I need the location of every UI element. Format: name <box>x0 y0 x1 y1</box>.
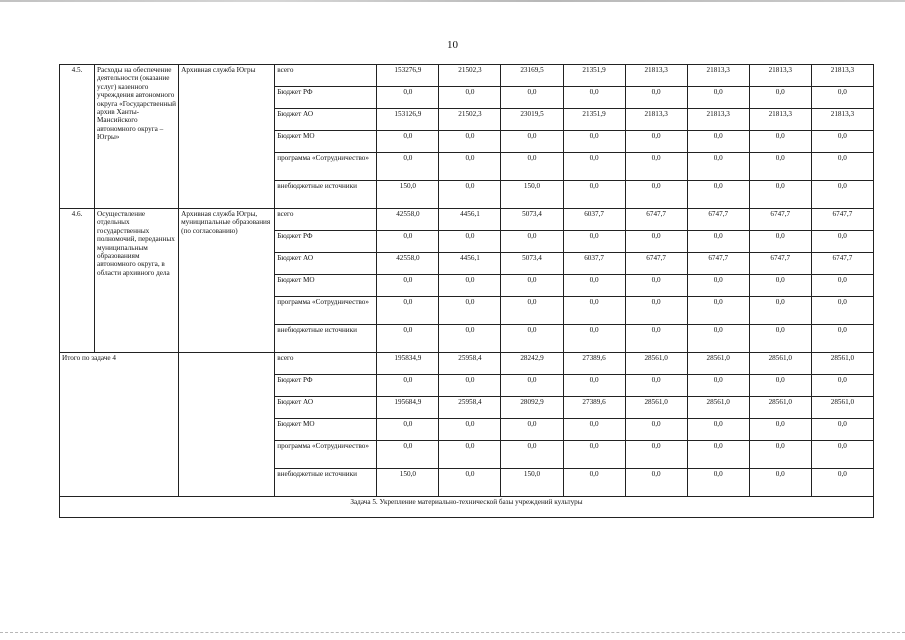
funding-source: Бюджет РФ <box>275 231 377 253</box>
value-cell: 5073,4 <box>501 209 563 231</box>
value-cell: 0,0 <box>439 419 501 441</box>
value-cell: 27389,6 <box>563 353 625 375</box>
value-cell: 0,0 <box>625 375 687 397</box>
value-cell: 0,0 <box>625 441 687 469</box>
value-cell: 0,0 <box>501 275 563 297</box>
value-cell: 0,0 <box>749 469 811 497</box>
value-cell: 0,0 <box>625 275 687 297</box>
value-cell: 0,0 <box>563 153 625 181</box>
value-cell: 0,0 <box>625 419 687 441</box>
value-cell: 0,0 <box>501 375 563 397</box>
scan-edge-bottom <box>0 632 905 634</box>
value-cell: 6747,7 <box>687 209 749 231</box>
budget-table-body <box>60 65 874 518</box>
value-cell: 0,0 <box>625 153 687 181</box>
value-cell: 0,0 <box>625 297 687 325</box>
value-cell: 6747,7 <box>625 253 687 275</box>
value-cell: 195834,9 <box>377 353 439 375</box>
value-cell: 0,0 <box>625 231 687 253</box>
value-cell: 0,0 <box>377 419 439 441</box>
value-cell: 0,0 <box>377 87 439 109</box>
value-cell: 0,0 <box>563 441 625 469</box>
value-cell: 0,0 <box>377 325 439 353</box>
value-cell: 0,0 <box>687 153 749 181</box>
value-cell: 0,0 <box>687 181 749 209</box>
next-task-heading: Задача 5. Укрепление материально-технической базы учреждений культуры <box>60 497 874 518</box>
table-row <box>60 209 874 231</box>
table-row <box>60 497 874 518</box>
value-cell: 28561,0 <box>811 397 873 419</box>
value-cell: 0,0 <box>439 181 501 209</box>
value-cell: 28561,0 <box>749 397 811 419</box>
value-cell: 150,0 <box>377 181 439 209</box>
value-cell: 0,0 <box>811 469 873 497</box>
value-cell: 0,0 <box>687 325 749 353</box>
value-cell: 28561,0 <box>749 353 811 375</box>
value-cell: 0,0 <box>625 469 687 497</box>
value-cell: 21813,3 <box>811 109 873 131</box>
value-cell: 21813,3 <box>625 65 687 87</box>
funding-source: всего <box>275 65 377 87</box>
value-cell: 28561,0 <box>687 353 749 375</box>
value-cell: 0,0 <box>811 441 873 469</box>
value-cell: 21502,3 <box>439 109 501 131</box>
value-cell: 0,0 <box>749 181 811 209</box>
value-cell: 0,0 <box>749 153 811 181</box>
table-row <box>60 65 874 87</box>
table-row <box>60 353 874 375</box>
value-cell: 21813,3 <box>687 109 749 131</box>
task-description: Расходы на обеспечение деятельности (оказание услуг) казенного учреждения автономного округа «Государственный архив Ханты-Мансийского автономного округа – Югры» <box>95 65 179 209</box>
value-cell: 0,0 <box>377 231 439 253</box>
value-cell: 0,0 <box>501 131 563 153</box>
value-cell: 0,0 <box>439 231 501 253</box>
value-cell: 150,0 <box>501 469 563 497</box>
value-cell: 0,0 <box>811 375 873 397</box>
value-cell: 0,0 <box>625 325 687 353</box>
value-cell: 153276,9 <box>377 65 439 87</box>
value-cell: 25958,4 <box>439 397 501 419</box>
value-cell: 28561,0 <box>625 353 687 375</box>
task-code: 4.6. <box>60 209 95 353</box>
value-cell: 0,0 <box>749 131 811 153</box>
value-cell: 21813,3 <box>811 65 873 87</box>
value-cell: 21813,3 <box>687 65 749 87</box>
funding-source: Бюджет РФ <box>275 375 377 397</box>
value-cell: 28561,0 <box>811 353 873 375</box>
value-cell: 0,0 <box>563 325 625 353</box>
value-cell: 42558,0 <box>377 209 439 231</box>
funding-source: Бюджет РФ <box>275 87 377 109</box>
value-cell: 6747,7 <box>811 253 873 275</box>
value-cell: 28242,9 <box>501 353 563 375</box>
funding-source: Бюджет МО <box>275 419 377 441</box>
value-cell: 28561,0 <box>625 397 687 419</box>
value-cell: 0,0 <box>811 419 873 441</box>
funding-source: Бюджет АО <box>275 253 377 275</box>
value-cell: 150,0 <box>501 181 563 209</box>
value-cell: 21813,3 <box>749 65 811 87</box>
scan-edge-top <box>0 0 905 2</box>
value-cell: 0,0 <box>501 325 563 353</box>
value-cell: 21351,9 <box>563 109 625 131</box>
value-cell: 0,0 <box>439 131 501 153</box>
value-cell: 0,0 <box>377 275 439 297</box>
value-cell: 0,0 <box>749 275 811 297</box>
task-executor: Архивная служба Югры <box>179 65 275 209</box>
value-cell: 0,0 <box>687 297 749 325</box>
value-cell: 195684,9 <box>377 397 439 419</box>
value-cell: 5073,4 <box>501 253 563 275</box>
value-cell: 0,0 <box>439 153 501 181</box>
value-cell: 0,0 <box>377 153 439 181</box>
funding-source: Бюджет МО <box>275 131 377 153</box>
value-cell: 0,0 <box>563 231 625 253</box>
task-executor: Архивная служба Югры, муниципальные образования (по согласованию) <box>179 209 275 353</box>
value-cell: 0,0 <box>625 87 687 109</box>
value-cell: 0,0 <box>687 375 749 397</box>
value-cell: 0,0 <box>749 441 811 469</box>
value-cell: 0,0 <box>439 441 501 469</box>
value-cell: 0,0 <box>811 275 873 297</box>
value-cell: 6747,7 <box>749 253 811 275</box>
value-cell: 0,0 <box>439 469 501 497</box>
value-cell: 0,0 <box>563 275 625 297</box>
value-cell: 0,0 <box>501 419 563 441</box>
value-cell: 0,0 <box>439 325 501 353</box>
value-cell: 0,0 <box>439 297 501 325</box>
value-cell: 28092,9 <box>501 397 563 419</box>
value-cell: 6037,7 <box>563 209 625 231</box>
value-cell: 0,0 <box>377 441 439 469</box>
value-cell: 21351,9 <box>563 65 625 87</box>
value-cell: 4456,1 <box>439 209 501 231</box>
value-cell: 23019,5 <box>501 109 563 131</box>
value-cell: 0,0 <box>377 375 439 397</box>
value-cell: 0,0 <box>687 131 749 153</box>
value-cell: 0,0 <box>687 231 749 253</box>
total-label: Итого по задаче 4 <box>60 353 179 497</box>
value-cell: 0,0 <box>563 469 625 497</box>
value-cell: 0,0 <box>749 325 811 353</box>
value-cell: 0,0 <box>439 275 501 297</box>
value-cell: 0,0 <box>563 181 625 209</box>
value-cell: 21813,3 <box>749 109 811 131</box>
value-cell: 6037,7 <box>563 253 625 275</box>
value-cell: 0,0 <box>377 131 439 153</box>
value-cell: 0,0 <box>687 87 749 109</box>
funding-source: программа «Сотрудничество» <box>275 153 377 181</box>
task-code: 4.5. <box>60 65 95 209</box>
total-executor-empty <box>179 353 275 497</box>
value-cell: 0,0 <box>811 131 873 153</box>
value-cell: 0,0 <box>501 297 563 325</box>
value-cell: 0,0 <box>749 231 811 253</box>
value-cell: 0,0 <box>811 181 873 209</box>
value-cell: 0,0 <box>625 131 687 153</box>
value-cell: 0,0 <box>687 469 749 497</box>
value-cell: 0,0 <box>563 87 625 109</box>
funding-source: внебюджетные источники <box>275 181 377 209</box>
funding-source: внебюджетные источники <box>275 469 377 497</box>
value-cell: 0,0 <box>439 87 501 109</box>
funding-source: Бюджет АО <box>275 109 377 131</box>
value-cell: 6747,7 <box>687 253 749 275</box>
value-cell: 0,0 <box>377 297 439 325</box>
value-cell: 0,0 <box>687 419 749 441</box>
value-cell: 21502,3 <box>439 65 501 87</box>
value-cell: 0,0 <box>501 231 563 253</box>
value-cell: 0,0 <box>749 419 811 441</box>
funding-source: Бюджет АО <box>275 397 377 419</box>
value-cell: 0,0 <box>625 181 687 209</box>
funding-source: программа «Сотрудничество» <box>275 297 377 325</box>
budget-table <box>59 64 874 518</box>
value-cell: 6747,7 <box>749 209 811 231</box>
value-cell: 0,0 <box>687 275 749 297</box>
value-cell: 21813,3 <box>625 109 687 131</box>
value-cell: 0,0 <box>811 297 873 325</box>
funding-source: программа «Сотрудничество» <box>275 441 377 469</box>
value-cell: 0,0 <box>811 153 873 181</box>
value-cell: 0,0 <box>563 131 625 153</box>
funding-source: Бюджет МО <box>275 275 377 297</box>
value-cell: 0,0 <box>501 87 563 109</box>
value-cell: 0,0 <box>439 375 501 397</box>
task-description: Осуществление отдельных государственных полномочий, переданных муниципальным образованиям автономного округа, в области архивного дела <box>95 209 179 353</box>
value-cell: 0,0 <box>563 297 625 325</box>
value-cell: 6747,7 <box>811 209 873 231</box>
value-cell: 150,0 <box>377 469 439 497</box>
value-cell: 23169,5 <box>501 65 563 87</box>
value-cell: 0,0 <box>563 375 625 397</box>
funding-source: внебюджетные источники <box>275 325 377 353</box>
value-cell: 0,0 <box>687 441 749 469</box>
value-cell: 0,0 <box>501 441 563 469</box>
funding-source: всего <box>275 353 377 375</box>
value-cell: 28561,0 <box>687 397 749 419</box>
value-cell: 4456,1 <box>439 253 501 275</box>
value-cell: 0,0 <box>811 87 873 109</box>
value-cell: 0,0 <box>749 297 811 325</box>
value-cell: 25958,4 <box>439 353 501 375</box>
value-cell: 0,0 <box>749 87 811 109</box>
funding-source: всего <box>275 209 377 231</box>
value-cell: 0,0 <box>811 231 873 253</box>
page-number: 10 <box>447 39 458 51</box>
value-cell: 27389,6 <box>563 397 625 419</box>
value-cell: 0,0 <box>563 419 625 441</box>
value-cell: 6747,7 <box>625 209 687 231</box>
value-cell: 0,0 <box>501 153 563 181</box>
value-cell: 0,0 <box>749 375 811 397</box>
value-cell: 42558,0 <box>377 253 439 275</box>
value-cell: 153126,9 <box>377 109 439 131</box>
value-cell: 0,0 <box>811 325 873 353</box>
